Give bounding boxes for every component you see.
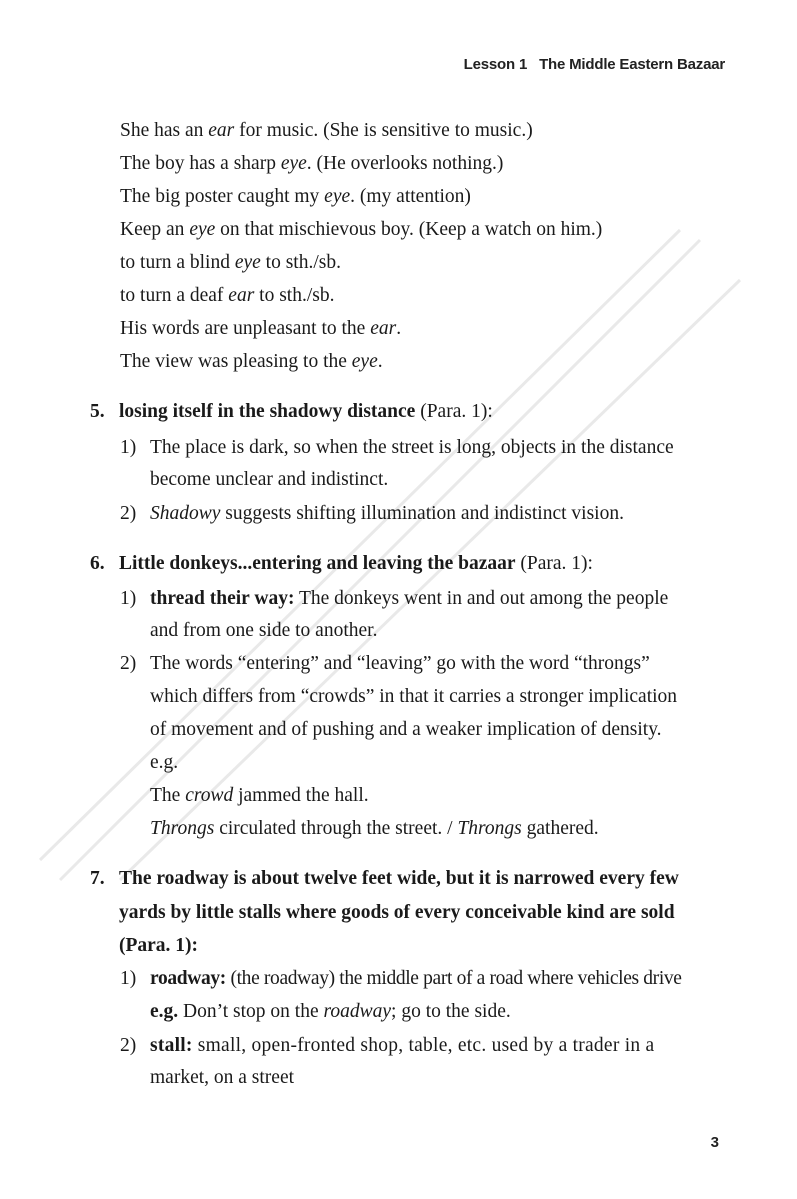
example-line: The big poster caught my eye. (my attention) xyxy=(120,186,471,207)
example-line: The boy has a sharp eye. (He overlooks nothing.) xyxy=(120,153,504,174)
subitem-number: 1) xyxy=(120,968,137,989)
subitem-text: become unclear and indistinct. xyxy=(150,469,389,490)
running-header xyxy=(464,56,725,73)
subitem-number: 2) xyxy=(120,503,137,524)
subitem-text: stall: small, open-fronted shop, table, etc. used by a trader in a xyxy=(150,1035,655,1056)
page-number: 3 xyxy=(710,1134,719,1151)
item-number: 6. xyxy=(90,553,105,574)
example-line: His words are unpleasant to the ear. xyxy=(120,318,402,339)
example-line: The view was pleasing to the eye. xyxy=(120,351,383,372)
subitem-number: 2) xyxy=(120,1035,137,1056)
subitem-text: market, on a street xyxy=(150,1067,295,1088)
item-heading: The roadway is about twelve feet wide, but it is narrowed every few xyxy=(119,868,679,889)
lesson-title: The Middle Eastern Bazaar xyxy=(539,56,725,73)
example-line: Keep an eye on that mischievous boy. (Keep a watch on him.) xyxy=(120,219,603,240)
subitem-number: 2) xyxy=(120,653,137,674)
example-line: She has an ear for music. (She is sensitive to music.) xyxy=(120,120,533,141)
example-line: Throngs circulated through the street. / Throngs gathered. xyxy=(150,818,599,839)
subitem-text: thread their way: The donkeys went in and out among the people xyxy=(150,588,669,609)
example-line: to turn a blind eye to sth./sb. xyxy=(120,252,341,273)
item-heading: Little donkeys...entering and leaving the bazaar (Para. 1): xyxy=(119,553,593,574)
item-heading: losing itself in the shadowy distance (Para. 1): xyxy=(119,401,493,422)
item-heading: (Para. 1): xyxy=(119,935,199,956)
example-line: to turn a deaf ear to sth./sb. xyxy=(120,285,335,306)
item-number: 5. xyxy=(90,401,105,422)
subitem-text: of movement and of pushing and a weaker implication of density. xyxy=(150,719,662,740)
lesson-label: Lesson 1 xyxy=(463,56,528,73)
subitem-text: The place is dark, so when the street is long, objects in the distance xyxy=(150,437,674,458)
subitem-text: and from one side to another. xyxy=(150,620,378,641)
example-line: The crowd jammed the hall. xyxy=(150,785,369,806)
item-heading: yards by little stalls where goods of every conceivable kind are sold xyxy=(119,902,675,923)
subitem-text: The words “entering” and “leaving” go with the word “throngs” xyxy=(150,653,650,674)
subitem-text: Shadowy suggests shifting illumination and indistinct vision. xyxy=(150,503,624,524)
item-number: 7. xyxy=(90,868,105,889)
example-line: e.g. Don’t stop on the roadway; go to the side. xyxy=(150,1001,511,1022)
subitem-text: which differs from “crowds” in that it carries a stronger implication xyxy=(150,686,678,707)
subitem-number: 1) xyxy=(120,588,137,609)
subitem-number: 1) xyxy=(120,437,137,458)
eg-label: e.g. xyxy=(150,752,179,773)
subitem-text: roadway: (the roadway) the middle part of a road where vehicles drive xyxy=(150,968,682,989)
